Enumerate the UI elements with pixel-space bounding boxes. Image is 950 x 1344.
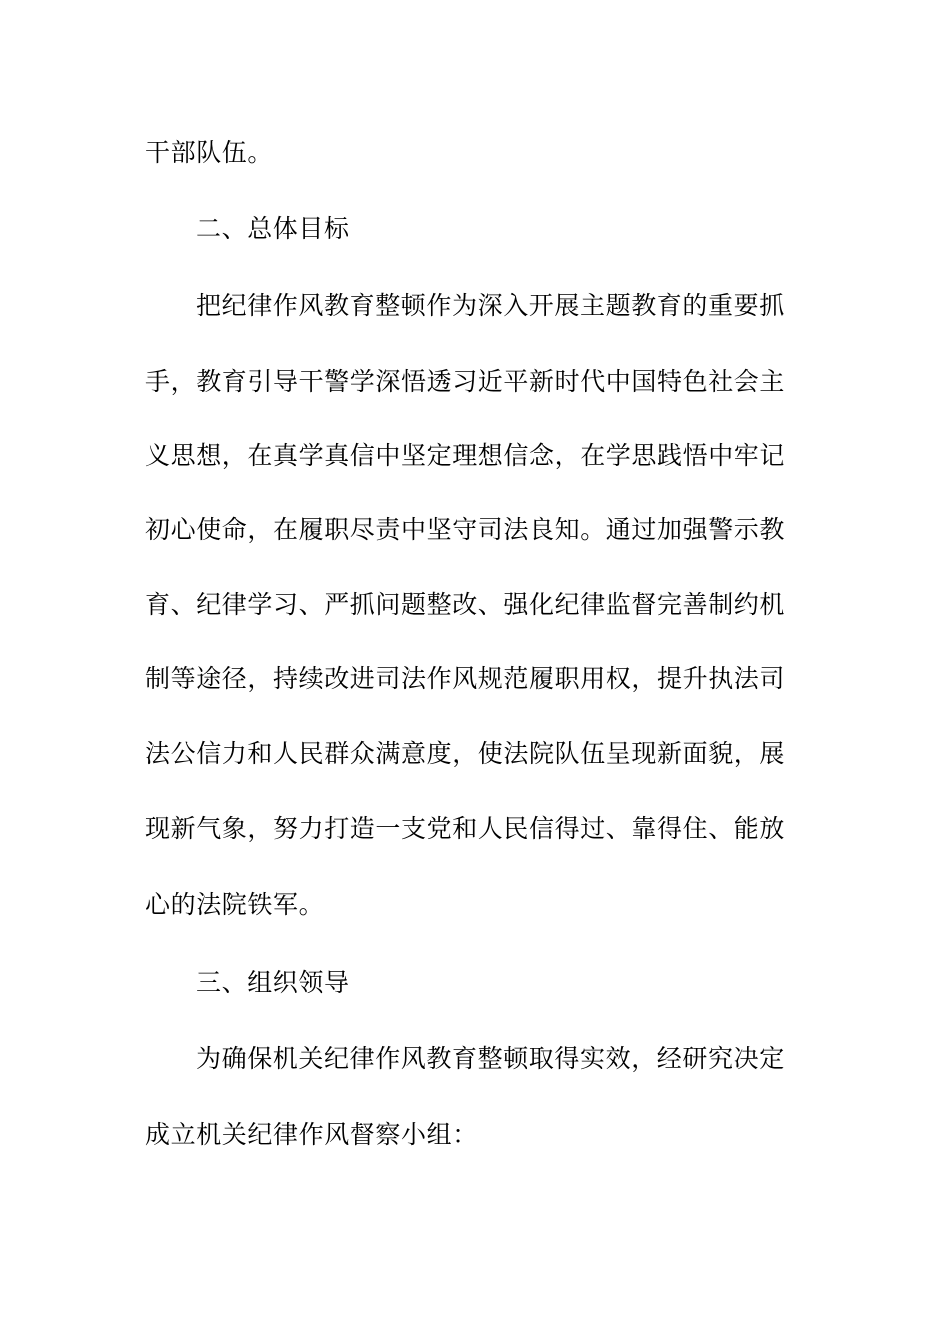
paragraph-line: 干部队伍。 (145, 138, 274, 167)
paragraph-line: 把纪律作风教育整顿作为深入开展主题教育的重要抓 (196, 291, 785, 320)
paragraph-line: 育、纪律学习、严抓问题整改、强化纪律监督完善制约机 (145, 590, 786, 619)
paragraph-line: 手，教育引导干警学深悟透习近平新时代中国特色社会主 (145, 367, 786, 396)
section-heading-leadership: 三、组织领导 (196, 968, 350, 997)
paragraph-line: 现新气象，努力打造一支党和人民信得过、靠得住、能放 (145, 814, 786, 843)
paragraph-line: 为确保机关纪律作风教育整顿取得实效，经研究决定 (196, 1044, 785, 1073)
paragraph-line: 初心使命，在履职尽责中坚守司法良知。通过加强警示教 (145, 515, 786, 544)
paragraph-line: 制等途径，持续改进司法作风规范履职用权，提升执法司 (145, 664, 786, 693)
paragraph-line: 成立机关纪律作风督察小组： (145, 1120, 478, 1149)
paragraph-line: 心的法院铁军。 (145, 890, 325, 919)
paragraph-line: 法公信力和人民群众满意度，使法院队伍呈现新面貌，展 (145, 739, 786, 768)
paragraph-line: 义思想，在真学真信中坚定理想信念，在学思践悟中牢记 (145, 441, 786, 470)
section-heading-objectives: 二、总体目标 (196, 214, 350, 243)
